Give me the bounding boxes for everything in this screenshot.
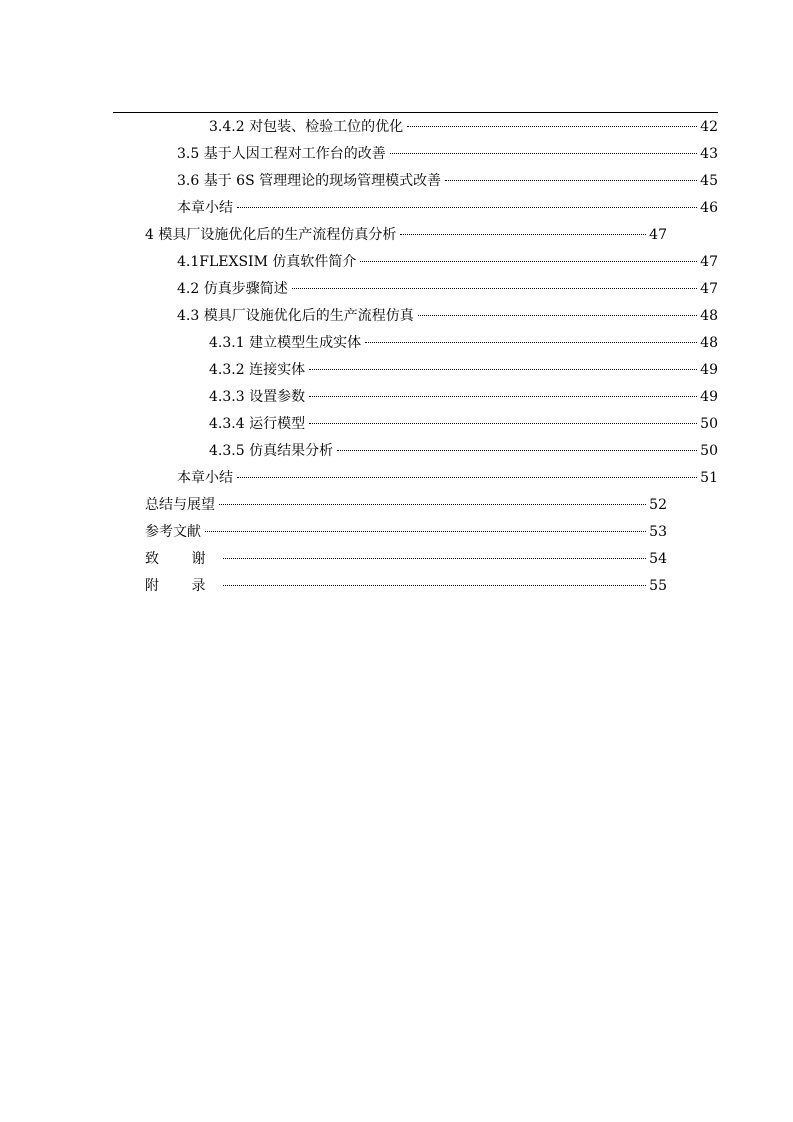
toc-entry-title: 3.4.2 对包装、检验工位的优化 <box>209 119 404 135</box>
toc-leader-dots <box>309 422 697 424</box>
toc-entry-page: 55 <box>649 578 667 594</box>
toc-entry-page: 54 <box>649 551 667 567</box>
toc-entry-page: 50 <box>700 416 718 432</box>
toc-leader-dots <box>237 476 697 478</box>
toc-entry-page: 53 <box>649 524 667 540</box>
toc-entry-title: 总结与展望 <box>145 497 215 513</box>
toc-entry-page: 49 <box>700 362 718 378</box>
toc-leader-dots <box>337 449 697 451</box>
toc-entry-page: 47 <box>649 227 667 243</box>
toc-entry-title: 3.6 基于 6S 管理理论的现场管理模式改善 <box>177 173 442 189</box>
toc-entry-references[interactable] <box>145 521 667 548</box>
toc-entry-title: 4.3.4 运行模型 <box>209 416 306 432</box>
toc-leader-dots <box>400 233 646 235</box>
header-rule <box>113 112 718 113</box>
toc-entry-page: 52 <box>649 497 667 513</box>
toc-entry-chapter-4-summary[interactable] <box>177 467 718 494</box>
toc-leader-dots <box>292 287 697 289</box>
toc-leader-dots <box>418 314 697 316</box>
toc-entry-4-3-1[interactable] <box>209 332 718 359</box>
toc-leader-dots <box>445 179 697 181</box>
toc-entry-title: 附 录 <box>145 578 220 594</box>
toc-entry-4-3-3[interactable] <box>209 386 718 413</box>
toc-entry-acknowledgements[interactable] <box>145 548 667 575</box>
toc-entry-page: 45 <box>700 173 718 189</box>
toc-entry-appendix[interactable] <box>145 575 667 602</box>
toc-entry-title: 4.3.3 设置参数 <box>209 389 306 405</box>
toc-leader-dots <box>237 206 697 208</box>
toc-entry-4-3-4[interactable] <box>209 413 718 440</box>
toc-entry-page: 47 <box>700 254 718 270</box>
toc-entry-title: 4.3.2 连接实体 <box>209 362 306 378</box>
toc-entry-4-1[interactable] <box>177 251 718 278</box>
toc-entry-page: 51 <box>700 470 718 486</box>
toc-entry-3-4-2[interactable] <box>209 116 718 143</box>
toc-entry-title: 4.2 仿真步骤简述 <box>177 281 288 297</box>
toc-entry-4-3[interactable] <box>177 305 718 332</box>
toc-entry-chapter-3-summary[interactable] <box>177 197 718 224</box>
toc-leader-dots <box>309 395 697 397</box>
toc-entry-title: 4 模具厂设施优化后的生产流程仿真分析 <box>145 227 397 243</box>
toc-leader-dots <box>407 125 697 127</box>
toc-entry-chapter-4[interactable] <box>145 224 667 251</box>
toc-entry-title: 4.3 模具厂设施优化后的生产流程仿真 <box>177 308 414 324</box>
toc-entry-title: 4.3.5 仿真结果分析 <box>209 443 334 459</box>
toc-entry-page: 48 <box>700 335 718 351</box>
toc-entry-title: 4.3.1 建立模型生成实体 <box>209 335 362 351</box>
toc-entry-title: 参考文献 <box>145 524 201 540</box>
toc-entry-title: 本章小结 <box>177 200 233 216</box>
toc-entry-title: 4.1FLEXSIM 仿真软件简介 <box>177 254 357 270</box>
toc-entry-3-5[interactable] <box>177 143 718 170</box>
toc-entry-page: 43 <box>700 146 718 162</box>
toc-leader-dots <box>360 260 697 262</box>
toc-leader-dots <box>219 503 646 505</box>
toc-entry-4-3-2[interactable] <box>209 359 718 386</box>
toc-entry-3-6[interactable] <box>177 170 718 197</box>
toc-entry-title: 本章小结 <box>177 470 233 486</box>
toc-leader-dots <box>365 341 697 343</box>
toc-leader-dots <box>223 557 646 559</box>
toc-entry-page: 48 <box>700 308 718 324</box>
toc-leader-dots <box>205 530 646 532</box>
toc-leader-dots <box>223 584 646 586</box>
toc-entry-page: 50 <box>700 443 718 459</box>
toc-entry-4-3-5[interactable] <box>209 440 718 467</box>
toc-leader-dots <box>309 368 697 370</box>
toc-entry-title: 3.5 基于人因工程对工作台的改善 <box>177 146 386 162</box>
toc-leader-dots <box>390 152 697 154</box>
toc-entry-page: 42 <box>700 119 718 135</box>
toc-entry-conclusion[interactable] <box>145 494 667 521</box>
toc-entry-page: 49 <box>700 389 718 405</box>
toc-entry-4-2[interactable] <box>177 278 718 305</box>
toc-entry-title: 致 谢 <box>145 551 220 567</box>
toc-entry-page: 46 <box>700 200 718 216</box>
toc-entry-page: 47 <box>700 281 718 297</box>
